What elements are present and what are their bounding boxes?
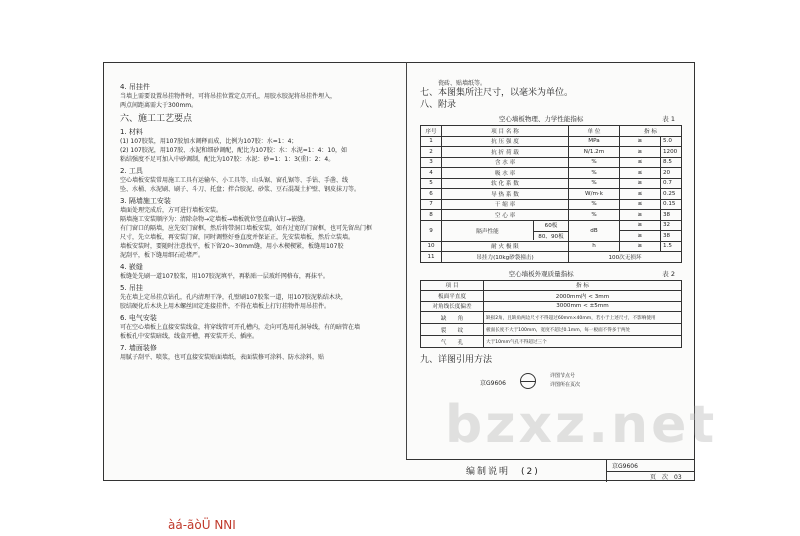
- s6-line: 板板孔中安装暗线，线盒开槽，再安装开关、插座。: [120, 333, 259, 340]
- table-cell: 缺损2角，且缺角两边尺寸不得超过60mm×40mm，若小于上述尺寸，不影响使用: [484, 312, 682, 324]
- table-cell: 100次无损坏: [569, 252, 682, 263]
- table-cell: 8.5: [661, 157, 682, 168]
- table-cell: 软 化 系 数: [442, 178, 569, 189]
- page-number: 页 次 03: [650, 474, 682, 481]
- table-cell: 9: [421, 220, 442, 241]
- table2-title-row: [420, 269, 685, 278]
- table-header-row: [421, 280, 682, 291]
- table-cell: ≥: [620, 178, 661, 189]
- table-cell: 10: [421, 241, 442, 252]
- right-column: [420, 78, 685, 396]
- table-cell: ≤: [620, 199, 661, 210]
- s6-line: 可在空心墙板上直接安装线盒，将穿线管可开孔槽内，走向可选用孔洞导线，有的暗管在墙: [120, 324, 361, 331]
- table-cell: %: [569, 210, 620, 221]
- table1-number: 表 1: [662, 115, 675, 123]
- table-cell: dB: [569, 220, 620, 241]
- table-row: [421, 312, 682, 324]
- table-cell: 2: [421, 147, 442, 158]
- table-row: [421, 220, 682, 231]
- table-cell: 0.7: [661, 178, 682, 189]
- table-cell: 20: [661, 168, 682, 179]
- table-cell: 气 孔: [421, 336, 484, 348]
- table-row: [421, 241, 682, 252]
- table-row: [421, 336, 682, 348]
- table-cell: 5: [421, 178, 442, 189]
- section-6-heading: 六、施工工艺要点: [120, 114, 193, 124]
- s1-title: 1. 材料: [120, 128, 143, 136]
- s3-line: 尺寸，先立墙板，再安装门窗，同时调整好垂直度并保证正，先安装墙板，然后立装墙。: [120, 234, 355, 241]
- item4-title: 4. 吊挂件: [120, 83, 150, 91]
- table-row: [421, 324, 682, 336]
- table-cell: 0.15: [661, 199, 682, 210]
- section-7-heading: 七、本图集所注尺寸，以毫米为单位。: [420, 88, 574, 98]
- table-cell: 1200: [661, 147, 682, 158]
- s5-line: 先在墙上定吊挂点钻孔，孔内清理干净，孔壁刷107胶浆一道，用107胶泥粘结木块，: [120, 294, 347, 301]
- table-cell: 2000mm内 < 3mm: [484, 291, 682, 302]
- table-cell: [442, 220, 569, 241]
- row9-name: 隔声性能: [442, 221, 534, 240]
- table-cell: ≥: [620, 220, 661, 231]
- reference-code: 京G9606: [480, 380, 506, 387]
- s3-line: 有门窗口的隔墙，应先安门窗框，然后将带洞口墙板安装，如有过宽的门窗框，也可先留出门框: [120, 225, 373, 232]
- table-cell: %: [569, 157, 620, 168]
- table-cell: ≤: [620, 157, 661, 168]
- s3-title: 3. 隔墙施工安装: [120, 197, 171, 205]
- s2-line: 坠、水桶、水泥刷、刷子、斗刀、托盘；拌合胶泥、砂浆、豆石混凝土护壁、钢皮抹刀等。: [120, 186, 361, 193]
- table-row: [421, 147, 682, 158]
- table-row: [421, 210, 682, 221]
- table-cell: 耐 火 极 限: [442, 241, 569, 252]
- reference-note-detail: 详图节点号: [550, 373, 576, 379]
- table-cell: 板面长度不大于100mm，宽度不超过0.1mm，每一板面不得多于两处: [484, 324, 682, 336]
- table-cell: 缺 角: [421, 312, 484, 324]
- table-cell: 板面平直度: [421, 291, 484, 302]
- header-cell: 单 位: [569, 126, 620, 137]
- header-cell: 指 标: [484, 280, 682, 291]
- table-row: [421, 291, 682, 302]
- table-header-row: [421, 126, 682, 137]
- table-cell: 含 水 率: [442, 157, 569, 168]
- continued-line: 瓷砖、贴墙纸等。: [438, 80, 487, 87]
- table-row: [421, 252, 682, 263]
- s6-title: 6. 电气安装: [120, 314, 157, 322]
- table-cell: 11: [421, 252, 442, 263]
- table-cell: %: [569, 168, 620, 179]
- atlas-code: 京G9606: [612, 463, 638, 470]
- table-cell: 吊挂力(10kg砂袋撞击): [442, 252, 569, 263]
- footer-text: àá-ãòÜ NNI: [168, 518, 236, 532]
- s7-title: 7. 墙面装修: [120, 344, 157, 352]
- item4-line: 两点间距离需大于300mm。: [120, 102, 198, 109]
- table-cell: 对角线长度偏差: [421, 301, 484, 312]
- watermark: bzxz.net: [445, 395, 718, 455]
- table-cell: ≤: [620, 168, 661, 179]
- s4-line: 板缝处先刷一道107胶浆，用107胶泥填平，再粘贴一层玻纤网格布，再抹平。: [120, 273, 329, 280]
- reference-note-page: 详图所在页次: [550, 382, 581, 388]
- table-cell: 0.25: [661, 189, 682, 200]
- table-cell: 4: [421, 168, 442, 179]
- sheet-title: 编制说明 (2): [466, 467, 540, 477]
- table-cell: h: [569, 241, 620, 252]
- table-cell: 5.0: [661, 136, 682, 147]
- table-row: [421, 157, 682, 168]
- table-cell: 7: [421, 199, 442, 210]
- table-cell: 6: [421, 189, 442, 200]
- table-cell: 吸 水 率: [442, 168, 569, 179]
- table-cell: ≥: [620, 136, 661, 147]
- s5-line: 胶结硬化后木块上用木螺丝固定连接挂件，不得在墙板上打钉挂物件用吊挂件。: [120, 303, 331, 310]
- s2-title: 2. 工具: [120, 167, 143, 175]
- s5-title: 5. 吊挂: [120, 284, 143, 292]
- table-cell: %: [569, 199, 620, 210]
- header-cell: 项 目 名 称: [442, 126, 569, 137]
- table2-number: 表 2: [662, 269, 675, 278]
- s7-line: 用腻子刮平、喷浆，也可直接安装贴面墙纸，表面装修可涂料、防水涂料，贴: [120, 354, 325, 361]
- header-cell: 指 标: [620, 126, 682, 137]
- table-cell: 3000mm < ±5mm: [484, 301, 682, 312]
- table-cell: ≥: [620, 241, 661, 252]
- table-cell: 32: [661, 220, 682, 231]
- section-8-heading: 八、附录: [420, 100, 457, 110]
- table-row: [421, 168, 682, 179]
- table1-title-row: [420, 114, 685, 123]
- table-row: [421, 199, 682, 210]
- table-cell: 1: [421, 136, 442, 147]
- table-cell: 抗 压 强 度: [442, 136, 569, 147]
- table-cell: 干 缩 率: [442, 199, 569, 210]
- s4-title: 4. 嵌缝: [120, 263, 143, 271]
- table-row: [421, 136, 682, 147]
- table-row: [421, 301, 682, 312]
- table-cell: MPa: [569, 136, 620, 147]
- properties-table: [420, 125, 682, 263]
- item4-line: 当墙上需要设置吊挂物件时，可将吊挂位置定点开孔，用胶水胶泥将吊挂件埋入，: [120, 93, 337, 100]
- table-cell: 大于10mm气孔不得超过三个: [484, 336, 682, 348]
- title-block: [406, 459, 695, 482]
- header-cell: 序号: [421, 126, 442, 137]
- s3-line: 泥刮平，板下缝用细石砼堵严。: [120, 252, 205, 259]
- table-cell: 裂 纹: [421, 324, 484, 336]
- appearance-table: [420, 280, 682, 349]
- s3-line: 墙面处理完成后，方可进行墙板安装。: [120, 207, 223, 214]
- table1-title: 空心墙板物理、力学性能指标: [498, 115, 584, 123]
- table-cell: ≥: [620, 147, 661, 158]
- column-divider: [406, 62, 407, 460]
- table-cell: 3: [421, 157, 442, 168]
- table2-title: 空心墙板外观质量指标: [508, 269, 574, 278]
- table-cell: ≥: [620, 210, 661, 221]
- table-cell: 1.5: [661, 241, 682, 252]
- table-row: [421, 178, 682, 189]
- detail-index-circle-icon: [520, 373, 536, 389]
- table-cell: 抗 折 荷 载: [442, 147, 569, 158]
- s3-line: 墙板安装时，要随时注意找平，板下留20~30mm缝，用小木楔楔紧，板缝用107胶: [120, 243, 344, 250]
- table-cell: 38: [661, 210, 682, 221]
- s2-line: 空心墙板安装常用施工工具有运输车、小工具等、山头锯、窗孔锯等、手钻、手凿、线: [120, 177, 349, 184]
- table-cell: W/m·k: [569, 189, 620, 200]
- s1-line: (1) 107胶浆，用107胶加水调释而成，比例为107胶：水=1：4；: [120, 138, 298, 145]
- table-cell: 38: [661, 231, 682, 242]
- table-cell: 空 心 率: [442, 210, 569, 221]
- s1-line: 粘结强度不足可加入中砂调制，配比为107胶：水泥：砂=1：1：3(重)：2：4。: [120, 156, 335, 163]
- table-row: [421, 189, 682, 200]
- row9-sub1: 60板: [534, 221, 568, 232]
- s3-line: 隔墙施工安装顺序为：清除杂物→定墙板→墙板就位竖直确认钉→嵌缝。: [120, 216, 310, 223]
- table-cell: ≤: [620, 189, 661, 200]
- reference-diagram: [420, 370, 685, 396]
- left-column: [120, 80, 400, 362]
- section-9-heading: 九、详图引用方法: [420, 355, 493, 365]
- s1-line: (2) 107胶泥，用107胶、水泥和细砂调配，配比为107胶：水：水泥=1：4：10，如: [120, 147, 348, 154]
- table-cell: %: [569, 178, 620, 189]
- table-cell: ≥: [620, 231, 661, 242]
- row9-sub2: 80、90板: [538, 233, 564, 240]
- table-cell: 8: [421, 210, 442, 221]
- header-cell: 项 目: [421, 280, 484, 291]
- table-cell: N/1.2m: [569, 147, 620, 158]
- table-cell: 导 热 系 数: [442, 189, 569, 200]
